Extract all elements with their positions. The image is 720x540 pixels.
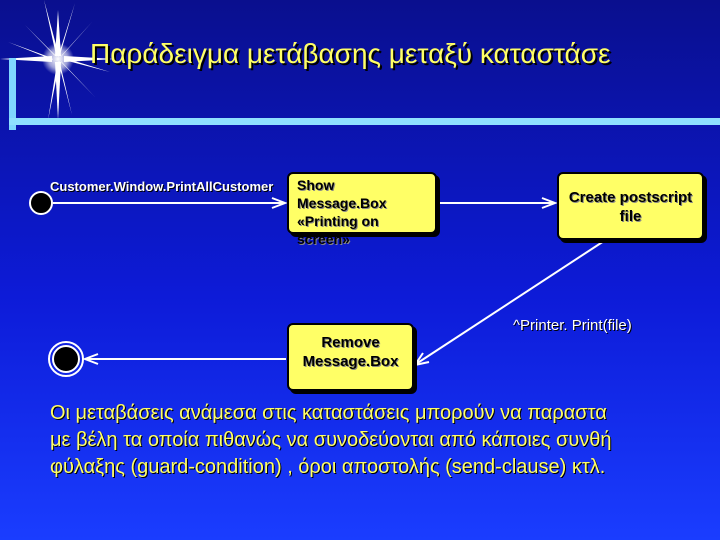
state-remove-message-box xyxy=(287,323,414,391)
state-show-message-box xyxy=(287,172,437,247)
state-line: Create postscript xyxy=(568,189,693,206)
body-paragraph xyxy=(50,400,720,481)
state-line: «Printing on xyxy=(297,213,379,229)
arrow-initial-to-show xyxy=(53,198,285,208)
body-line: Οι μεταβάσεις ανάμεσα στις καταστάσεις μπορούν να παραστα xyxy=(50,402,607,424)
arrow-create-to-remove xyxy=(415,241,604,365)
transition-label-printer-print: ^Printer. Print(file) xyxy=(513,317,632,334)
state-line: screen» xyxy=(297,231,350,247)
state-line: Message.Box xyxy=(302,353,399,370)
body-line: με βέλη τα οποία πιθανώς να συνοδεύονται από κάποιες συνθή xyxy=(50,429,612,451)
state-line: Show Message.Box xyxy=(297,177,387,211)
title-underline xyxy=(9,118,720,125)
state-create-postscript xyxy=(557,172,704,240)
transition-label-print-all-customer: Customer.Window.PrintAllCustomer xyxy=(50,179,274,194)
state-line: Remove xyxy=(321,334,380,351)
final-state-dot xyxy=(49,342,83,376)
slide-title: Παράδειγμα μετάβασης μεταξύ καταστάσε xyxy=(90,38,611,69)
arrow-remove-to-final xyxy=(85,354,286,364)
initial-state-dot xyxy=(30,192,52,214)
arrow-show-to-create xyxy=(438,198,555,208)
state-line: file xyxy=(619,208,642,225)
body-line: φύλαξης (guard-condition) , όροι αποστολής (send-clause) κτλ. xyxy=(50,456,606,478)
